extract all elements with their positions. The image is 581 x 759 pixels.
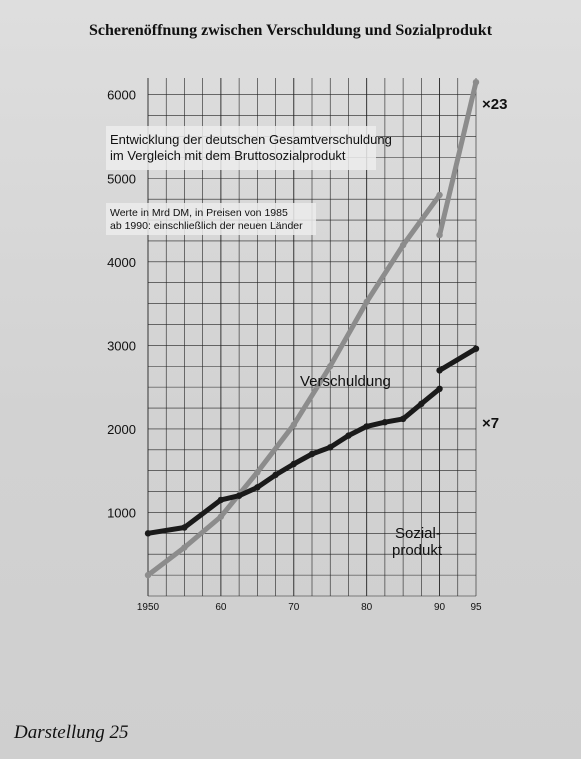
series-1-point-0-0 (145, 530, 151, 536)
series-0-point-0-5 (327, 363, 333, 369)
series-1-point-0-7 (309, 451, 315, 457)
chart-title: Scherenöffnung zwischen Verschuldung und Sozialprodukt (88, 22, 493, 39)
series-1-point-0-8 (327, 444, 333, 450)
series-1-point-0-14 (436, 386, 442, 392)
series-0-point-1-0 (436, 232, 442, 238)
series-1-point-0-3 (236, 493, 242, 499)
x-tick-label-5: 95 (470, 602, 482, 613)
x-tick-label-4: 90 (433, 602, 446, 613)
series-0-point-0-7 (400, 242, 406, 248)
series-0-point-0-0 (145, 572, 151, 578)
series-1-point-0-4 (254, 484, 260, 490)
series-0-point-1-1 (473, 79, 479, 85)
series-1-point-0-13 (418, 401, 424, 407)
series-label-sozialprodukt-2: produkt (392, 542, 443, 559)
y-tick-label-1: 2000 (107, 421, 136, 437)
x-tick-label-3: 80 (361, 602, 373, 613)
x-tick-label-2: 70 (288, 602, 300, 613)
series-1-point-1-0 (436, 367, 442, 373)
series-1-point-0-5 (272, 472, 278, 478)
multiplier-label-debt: ×23 (482, 96, 508, 113)
series-1-point-1-1 (473, 345, 479, 351)
y-tick-label-3: 4000 (107, 254, 136, 270)
heading-line-1: Entwicklung der deutschen Gesamtverschuldung (110, 132, 392, 147)
series-1-point-0-11 (382, 419, 388, 425)
series-1-point-0-9 (345, 432, 351, 438)
series-0-point-0-8 (436, 192, 442, 198)
series-0-point-0-4 (291, 422, 297, 428)
series-label-sozialprodukt-1: Sozial- (395, 525, 441, 542)
figure-caption: Darstellung 25 (14, 722, 129, 743)
series-1-point-0-1 (181, 524, 187, 530)
y-tick-label-5: 6000 (107, 87, 136, 103)
note-line-2: ab 1990: einschließlich der neuen Länder (110, 220, 303, 232)
x-tick-label-0: 1950 (136, 602, 160, 613)
note-line-1: Werte in Mrd DM, in Preisen von 1985 (110, 207, 288, 219)
heading-line-2: im Vergleich mit dem Bruttosozialprodukt (110, 148, 346, 163)
series-1-point-0-2 (218, 497, 224, 503)
series-label-verschuldung: Verschuldung (300, 373, 391, 390)
series-0-point-0-6 (363, 299, 369, 305)
series-1-point-0-12 (400, 416, 406, 422)
y-tick-label-2: 3000 (107, 338, 136, 354)
series-1-point-0-10 (363, 423, 369, 429)
series-0-point-0-1 (181, 544, 187, 550)
multiplier-label-gnp: ×7 (482, 415, 500, 432)
y-tick-label-4: 5000 (107, 171, 136, 187)
series-0-point-0-3 (254, 469, 260, 475)
x-tick-label-1: 60 (215, 602, 227, 613)
series-0-point-0-2 (218, 513, 224, 519)
y-tick-label-0: 1000 (107, 505, 136, 521)
series-1-point-0-6 (291, 461, 297, 467)
